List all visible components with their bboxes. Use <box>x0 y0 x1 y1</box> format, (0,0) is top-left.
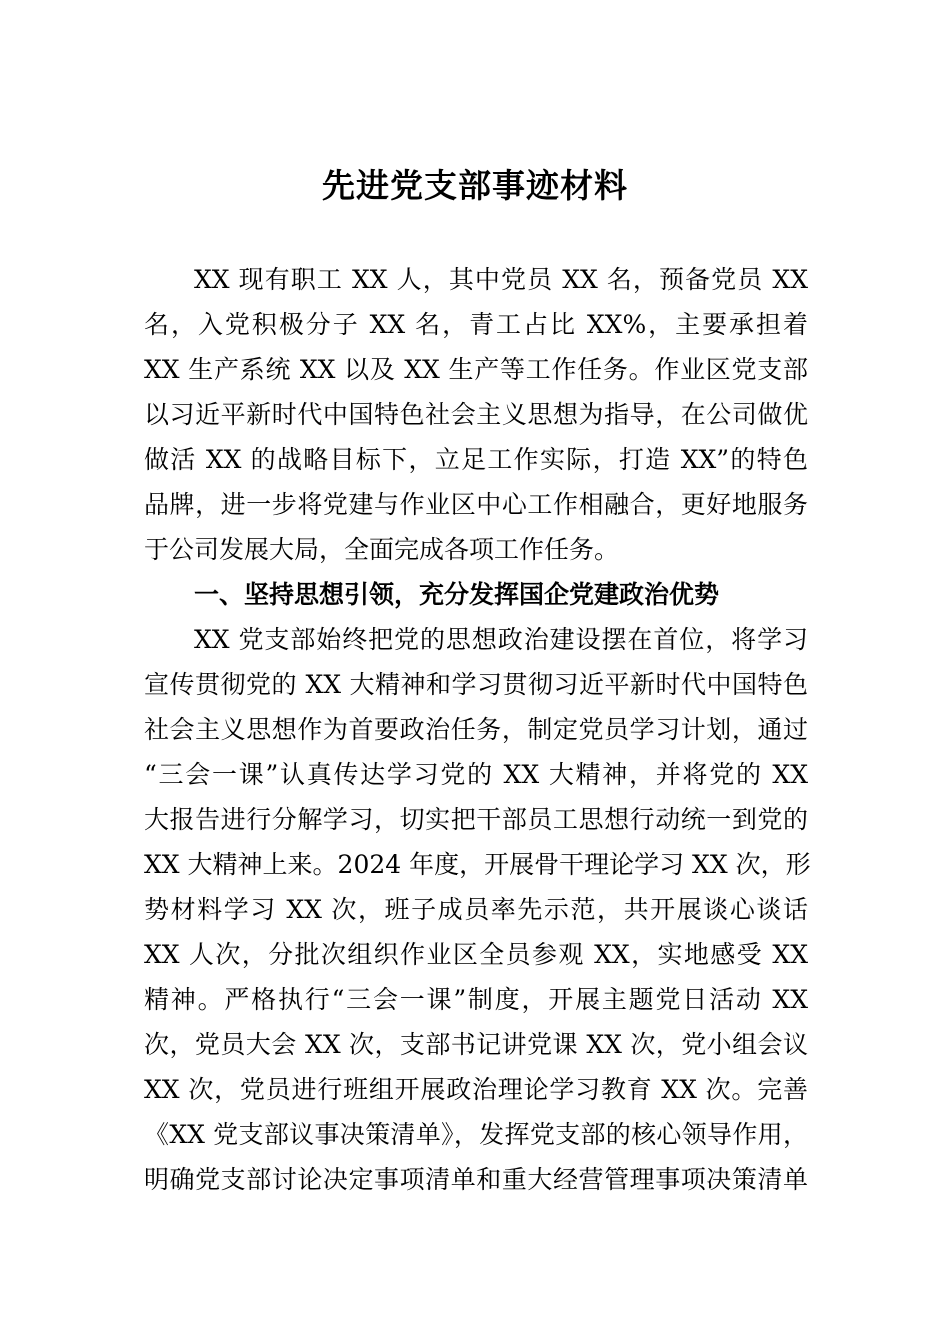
paragraph-2-line-13: 明确党支部讨论决定事项清单和重大经营管理事项决策清单 <box>144 1165 808 1194</box>
paragraph-1-line-4: 以习近平新时代中国特色社会主义思想为指导，在公司做优 <box>144 400 808 429</box>
section-heading-1: 一、坚持思想引领，充分发挥国企党建政治优势 <box>194 580 720 609</box>
paragraph-1-line-6: 品牌，进一步将党建与作业区中心工作相融合，更好地服务 <box>144 490 808 519</box>
paragraph-2-line-2: 宣传贯彻党的 XX 大精神和学习贯彻习近平新时代中国特色 <box>144 670 808 699</box>
paragraph-2-line-8: XX 人次，分批次组织作业区全员参观 XX，实地感受 XX <box>144 940 808 969</box>
paragraph-1-line-3: XX 生产系统 XX 以及 XX 生产等工作任务。作业区党支部 <box>144 355 808 384</box>
paragraph-2-line-5: 大报告进行分解学习，切实把干部员工思想行动统一到党的 <box>144 805 808 834</box>
paragraph-1-line-2: 名，入党积极分子 XX 名，青工占比 XX%，主要承担着 <box>144 310 808 339</box>
paragraph-2-line-6: XX 大精神上来。2024 年度，开展骨干理论学习 XX 次，形 <box>144 850 811 879</box>
paragraph-1-line-5: 做活 XX 的战略目标下，立足工作实际，打造 XX”的特色 <box>144 445 808 474</box>
paragraph-2-line-1: XX 党支部始终把党的思想政治建设摆在首位，将学习 <box>194 625 808 654</box>
paragraph-2-line-12: 《XX 党支部议事决策清单》，发挥党支部的核心领导作用， <box>144 1120 808 1149</box>
paragraph-2-line-7: 势材料学习 XX 次，班子成员率先示范，共开展谈心谈话 <box>144 895 808 924</box>
document-title: 先进党支部事迹材料 <box>322 166 628 205</box>
paragraph-1-line-7: 于公司发展大局，全面完成各项工作任务。 <box>144 535 620 564</box>
paragraph-2-line-11: XX 次，党员进行班组开展政治理论学习教育 XX 次。完善 <box>144 1075 808 1104</box>
paragraph-2-line-10: 次，党员大会 XX 次，支部书记讲党课 XX 次，党小组会议 <box>144 1030 808 1059</box>
paragraph-2-line-9: 精神。严格执行“三会一课”制度，开展主题党日活动 XX <box>144 985 808 1014</box>
paragraph-2-line-3: 社会主义思想作为首要政治任务，制定党员学习计划，通过 <box>144 715 808 744</box>
paragraph-2-line-4: “三会一课”认真传达学习党的 XX 大精神，并将党的 XX <box>144 760 808 789</box>
paragraph-1-line-1: XX 现有职工 XX 人，其中党员 XX 名，预备党员 XX <box>194 265 808 294</box>
